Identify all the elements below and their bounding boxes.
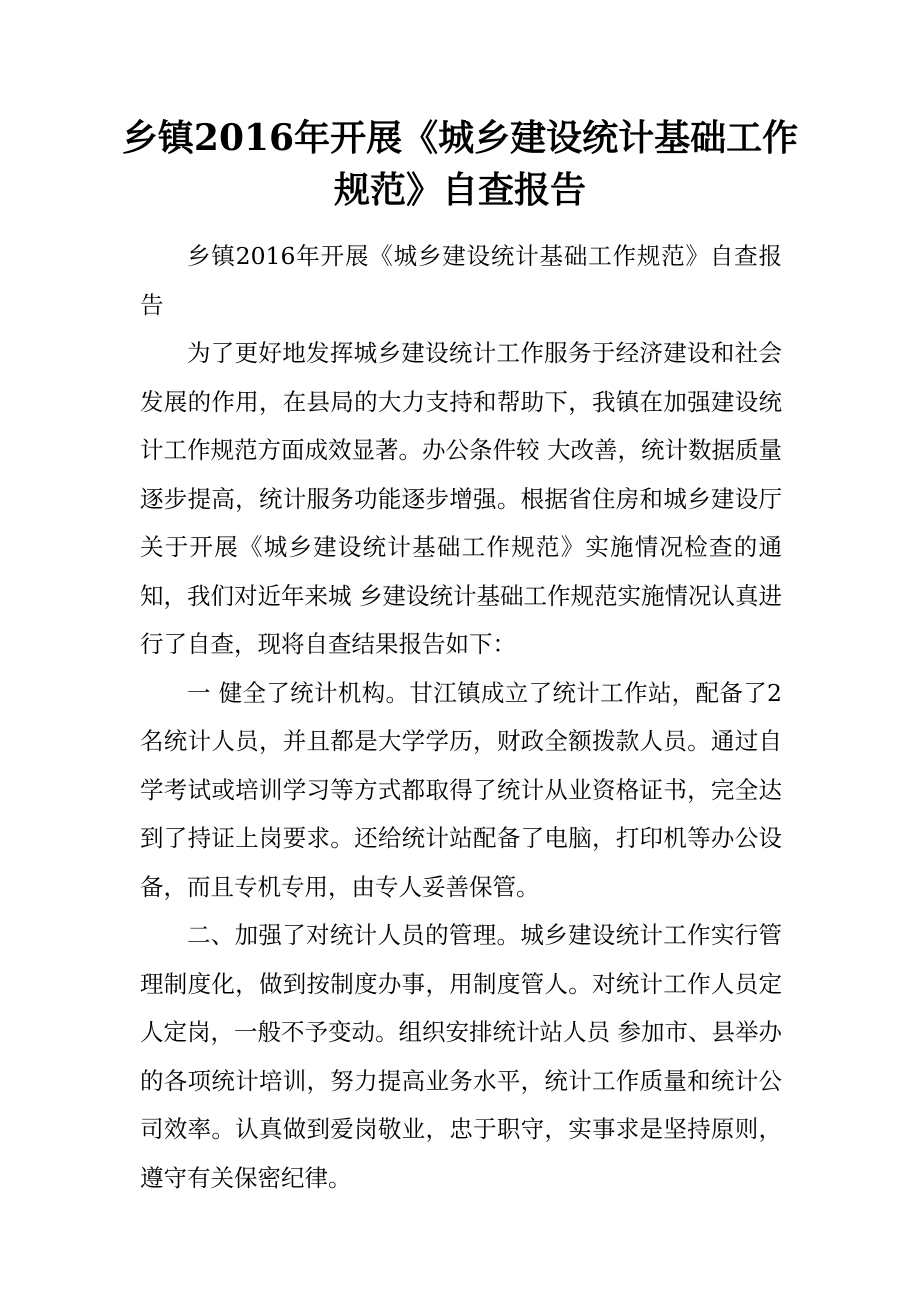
paragraph-intro: 为了更好地发挥城乡建设统计工作服务于经济建设和社会发展的作用，在县局的大力支持和帮助下，我镇在加强建设统计工作规范方面成效显著。办公条件较 大改善，统计数据质量逐步提高，统计服务功能逐步增强。根据省住房和城乡建设厅关于开展《城乡建设统计基础工作规范》实施情况检查的通知，我们对近年来城 乡建设统计基础工作规范实施情况认真进行了自查，现将自查结果报告如下：: [140, 339, 782, 658]
document-body: [140, 232, 782, 1202]
document-title: 乡镇2016年开展《城乡建设统计基础工作规范》自查报告: [121, 117, 799, 211]
paragraph-subtitle: 乡镇2016年开展《城乡建设统计基础工作规范》自查报告: [140, 242, 782, 319]
paragraph-section-2: 二、加强了对统计人员的管理。城乡建设统计工作实行管理制度化，做到按制度办事，用制度管人。对统计工作人员定人定岗，一般不予变动。组织安排统计站人员 参加市、县举办的各项统计培训，努力提高业务水平，统计工作质量和统计公司效率。认真做到爱岗敬业，忠于职守，实事求是坚持原则，遵守有关保密纪律。: [140, 921, 782, 1192]
paragraph-section-1: 一 健全了统计机构。甘江镇成立了统计工作站，配备了2名统计人员，并且都是大学学历，财政全额拨款人员。通过自学考试或培训学习等方式都取得了统计从业资格证书，完全达到了持证上岗要求。还给统计站配备了电脑，打印机等办公设备，而且专机专用，由专人妥善保管。: [140, 678, 782, 901]
